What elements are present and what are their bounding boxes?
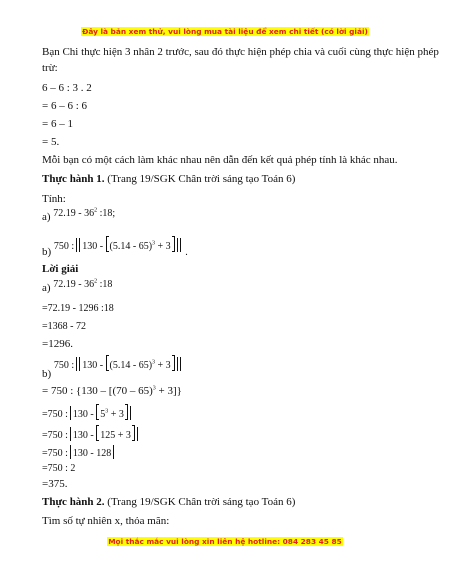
preview-banner bbox=[0, 27, 450, 36]
solution-a-label: a) bbox=[42, 282, 51, 294]
solution-part-b bbox=[42, 355, 183, 380]
intro-conclusion: Mỗi bạn có một cách làm khác nhau nên dẫn đến kết quả phép tính là khác nhau. bbox=[42, 154, 398, 166]
intro-line-2: trừ: bbox=[42, 62, 58, 74]
intro-step-4: = 5. bbox=[42, 136, 60, 148]
expr-text: + 3 bbox=[110, 409, 124, 420]
solution-a-step-3: =1296. bbox=[42, 338, 73, 350]
bracket-open bbox=[96, 404, 99, 420]
solution-b-label: b) bbox=[42, 368, 52, 380]
practice-2-heading bbox=[42, 496, 295, 509]
solution-a-expression bbox=[53, 279, 112, 290]
bracket-close bbox=[130, 406, 131, 420]
preview-banner-text: Đây là bản xem thử, vui lòng mua tài liệu để xem chi tiết (có lời giải) bbox=[82, 27, 368, 36]
practice-2-task: Tìm số tự nhiên x, thỏa mãn: bbox=[42, 515, 170, 527]
part-a-label: a) bbox=[42, 211, 51, 223]
exponent: 2 bbox=[94, 207, 98, 214]
solution-b-step-6: =375. bbox=[42, 478, 68, 490]
expr-text: 750 : bbox=[53, 241, 75, 252]
expr-text: =750 : bbox=[42, 448, 68, 459]
expr-text: + 3 bbox=[157, 241, 171, 252]
bracket-open bbox=[76, 238, 80, 252]
bracket-close bbox=[177, 238, 181, 252]
bracket-open bbox=[70, 445, 71, 459]
expr-text: 130 - bbox=[82, 360, 104, 371]
solution-b-step-4 bbox=[42, 445, 116, 460]
expr-text: 130 - 128 bbox=[72, 448, 112, 459]
bracket-open bbox=[106, 355, 109, 371]
bracket-open bbox=[70, 406, 71, 420]
practice-2-title: Thực hành 2. bbox=[42, 496, 105, 508]
bracket-close bbox=[137, 427, 138, 441]
expr-text: + 3]} bbox=[155, 385, 182, 397]
part-b-expression bbox=[53, 240, 188, 258]
expr-text: 72.19 - 36 bbox=[53, 279, 95, 290]
bracket-close bbox=[172, 355, 175, 371]
exponent: 2 bbox=[94, 278, 98, 285]
exponent: 3 bbox=[152, 359, 156, 366]
expr-text: 72.19 - 36 bbox=[53, 208, 95, 219]
expr-text: :18 bbox=[97, 208, 113, 219]
expr-text: + 3 bbox=[157, 360, 171, 371]
hotline-banner bbox=[0, 537, 450, 546]
hotline-banner-text: Mọi thắc mắc vui lòng xin liên hệ hotline: 084 283 45 85 bbox=[108, 537, 342, 546]
expr-end: ; bbox=[112, 208, 116, 219]
bracket-close bbox=[177, 357, 181, 371]
practice-1-task: Tính: bbox=[42, 193, 66, 205]
solution-b-step-1 bbox=[42, 385, 182, 398]
bracket-close bbox=[132, 425, 135, 441]
bracket-open bbox=[106, 236, 109, 252]
bracket-open bbox=[76, 357, 80, 371]
solution-title: Lời giải bbox=[42, 263, 79, 275]
exponent: 3 bbox=[105, 408, 109, 415]
expr-end: . bbox=[185, 247, 188, 258]
intro-line-1: Bạn Chi thực hiện 3 nhân 2 trước, sau đó thực hiện phép chia và cuối cùng thực hiện phép bbox=[42, 46, 439, 58]
solution-b-expression bbox=[54, 360, 183, 371]
solution-a-step-1: =72.19 - 1296 :18 bbox=[42, 303, 114, 314]
solution-b-step-2 bbox=[42, 404, 133, 421]
intro-step-2: = 6 – 6 : 6 bbox=[42, 100, 88, 112]
bracket-close bbox=[113, 445, 114, 459]
solution-a-step-2: =1368 - 72 bbox=[42, 321, 86, 332]
expr-text: 750 : bbox=[53, 360, 75, 371]
part-a-expression bbox=[53, 208, 115, 219]
expr-text: 130 - bbox=[72, 430, 94, 441]
expr-text: (5.14 - 65) bbox=[109, 360, 153, 371]
bracket-close bbox=[125, 404, 128, 420]
expr-text: =750 : bbox=[42, 409, 68, 420]
bracket-close bbox=[172, 236, 175, 252]
part-b-label: b) bbox=[42, 246, 52, 258]
solution-b-step-5: =750 : 2 bbox=[42, 463, 76, 474]
practice-1-part-a bbox=[42, 207, 116, 224]
practice-1-heading bbox=[42, 173, 295, 186]
bracket-open bbox=[70, 427, 71, 441]
expr-text: 5 bbox=[100, 409, 106, 420]
practice-1-part-b bbox=[42, 236, 188, 258]
solution-part-a bbox=[42, 278, 113, 295]
practice-1-title: Thực hành 1. bbox=[42, 173, 105, 185]
intro-step-1: 6 – 6 : 3 . 2 bbox=[42, 82, 92, 94]
exponent: 3 bbox=[152, 385, 156, 392]
expr-text: 125 + 3 bbox=[100, 430, 131, 441]
bracket-open bbox=[96, 425, 99, 441]
expr-text: =750 : bbox=[42, 430, 68, 441]
intro-step-3: = 6 – 1 bbox=[42, 118, 73, 130]
solution-b-step-3 bbox=[42, 425, 140, 442]
practice-1-source: (Trang 19/SGK Chân trời sáng tạo Toán 6) bbox=[107, 173, 296, 185]
exponent: 3 bbox=[152, 240, 156, 247]
expr-text: (5.14 - 65) bbox=[109, 241, 153, 252]
expr-text: 130 - bbox=[72, 409, 94, 420]
practice-2-source: (Trang 19/SGK Chân trời sáng tạo Toán 6) bbox=[107, 496, 296, 508]
expr-text: 130 - bbox=[82, 241, 104, 252]
expr-text: :18 bbox=[97, 279, 113, 290]
expr-text: = 750 : {130 – [(70 – 65) bbox=[42, 385, 153, 397]
